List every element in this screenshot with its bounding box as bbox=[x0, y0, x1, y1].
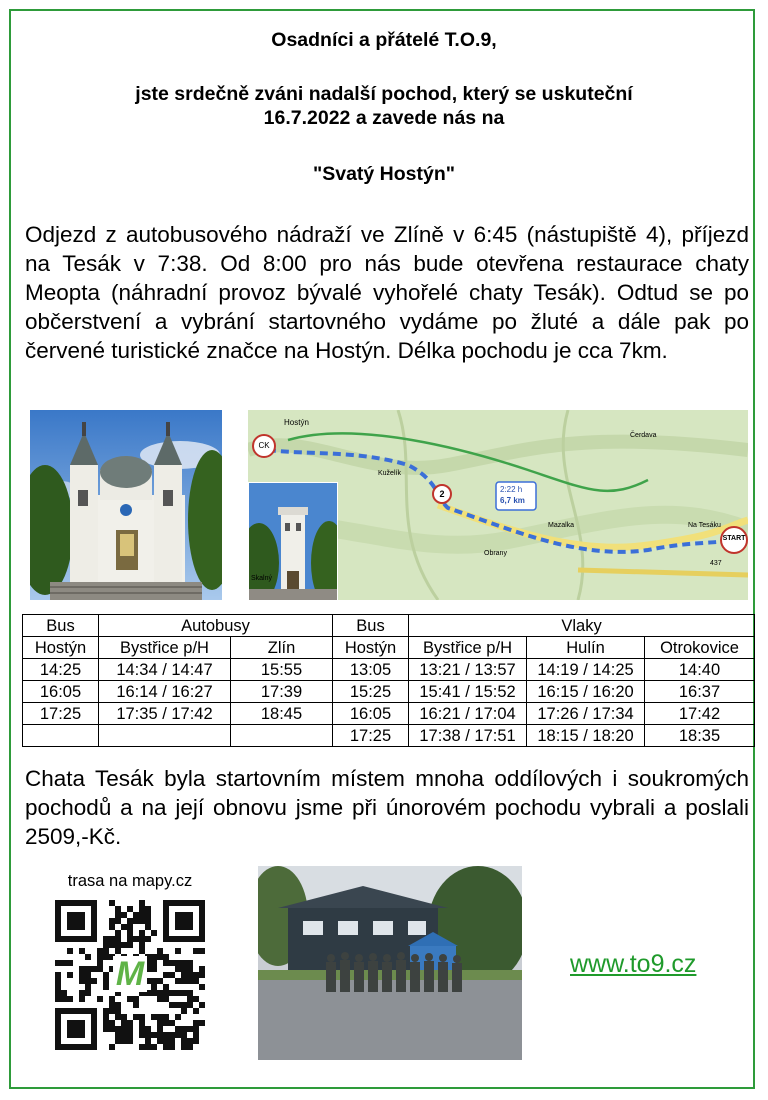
table-row bbox=[23, 725, 755, 747]
table-cell: 17:35 / 17:42 bbox=[99, 703, 231, 725]
table-cell: 16:15 / 16:20 bbox=[527, 681, 645, 703]
column-header: Hulín bbox=[527, 637, 645, 659]
map-label-skalny: Skalný bbox=[251, 575, 273, 582]
qr-code[interactable] bbox=[55, 900, 205, 1050]
table-cell: 16:05 bbox=[23, 681, 99, 703]
invite-line-1: jste srdečně zváni nadalší pochod, který se uskuteční bbox=[135, 83, 633, 105]
map-label-obrani: Obrany bbox=[484, 550, 507, 557]
table-cell: 13:05 bbox=[333, 659, 409, 681]
greeting-heading: Osadníci a přátelé T.O.9, bbox=[271, 29, 497, 51]
table-cell: 14:34 / 14:47 bbox=[99, 659, 231, 681]
map-label-road: 437 bbox=[710, 560, 722, 567]
church-photo bbox=[30, 410, 222, 600]
table-cell: 16:37 bbox=[645, 681, 755, 703]
table-cell: 15:25 bbox=[333, 681, 409, 703]
website-link[interactable]: www.to9.cz bbox=[570, 950, 697, 978]
table-cell: 16:14 / 16:27 bbox=[99, 681, 231, 703]
timetable-group-header-row bbox=[23, 615, 755, 637]
table-cell bbox=[231, 725, 333, 747]
map-label-kuzelik: Kuželík bbox=[378, 470, 401, 477]
table-cell: 15:41 / 15:52 bbox=[409, 681, 527, 703]
intro-paragraph: Odjezd z autobusového nádraží ve Zlíně v 6:45 (nástupiště 4), příjezd na Tesák v 7:38. Od 8:00 pro nás bude otevřena restaurace chaty Meopta (náhradní provoz bývalé vyhořelé chaty Tesák). Odtud se po občerstvení a vybrání startovného vydáme po žluté a dále pak po červené turistické značce na Hostýn. Délka pochodu je cca 7km. bbox=[25, 222, 749, 363]
map-marker-start: START bbox=[722, 535, 746, 542]
table-row bbox=[23, 681, 755, 703]
table-cell: 13:21 / 13:57 bbox=[409, 659, 527, 681]
table-cell: 17:39 bbox=[231, 681, 333, 703]
map-route-time: 2:22 h bbox=[500, 485, 523, 494]
table-cell: 16:05 bbox=[333, 703, 409, 725]
table-cell: 14:25 bbox=[23, 659, 99, 681]
map-route-distance: 6,7 km bbox=[500, 496, 525, 505]
map-marker-2: 2 bbox=[439, 489, 445, 499]
outro-paragraph: Chata Tesák byla startovním místem mnoha oddílových i soukromých pochodů a na její obnovu jsme při únorovém pochodu vybrali a poslali 2509,-Kč. bbox=[25, 766, 749, 849]
group-header-vlaky: Vlaky bbox=[409, 615, 755, 637]
timetable-column-header-row bbox=[23, 637, 755, 659]
qr-label: trasa na mapy.cz bbox=[67, 872, 193, 890]
group-header-bus: Bus bbox=[23, 615, 99, 637]
table-cell: 18:15 / 18:20 bbox=[527, 725, 645, 747]
column-header: Hostýn bbox=[333, 637, 409, 659]
table-row bbox=[23, 703, 755, 725]
table-cell: 18:35 bbox=[645, 725, 755, 747]
map-label-na-tesaku: Na Tesáku bbox=[688, 522, 721, 529]
group-header-autobusy: Autobusy bbox=[99, 615, 333, 637]
table-cell: 17:42 bbox=[645, 703, 755, 725]
route-map bbox=[248, 410, 748, 600]
table-cell bbox=[99, 725, 231, 747]
map-label-cerdava: Čerdava bbox=[630, 432, 657, 439]
map-label-mazalka: Mazalka bbox=[548, 522, 575, 529]
destination-title: "Svatý Hostýn" bbox=[312, 163, 456, 185]
table-row bbox=[23, 659, 755, 681]
table-cell: 14:40 bbox=[645, 659, 755, 681]
table-cell: 17:38 / 17:51 bbox=[409, 725, 527, 747]
column-header: Otrokovice bbox=[645, 637, 755, 659]
table-cell: 18:45 bbox=[231, 703, 333, 725]
group-photo bbox=[258, 866, 522, 1060]
table-cell: 16:21 / 17:04 bbox=[409, 703, 527, 725]
table-cell: 17:26 / 17:34 bbox=[527, 703, 645, 725]
column-header: Hostýn bbox=[23, 637, 99, 659]
column-header: Bystřice p/H bbox=[409, 637, 527, 659]
table-cell: 17:25 bbox=[23, 703, 99, 725]
invite-line-2: 16.7.2022 a zavede nás na bbox=[263, 107, 505, 129]
map-label-hostyn: Hostýn bbox=[284, 418, 309, 427]
map-marker-ck: CK bbox=[258, 441, 270, 450]
mapy-cz-logo: M bbox=[113, 956, 147, 992]
lookout-tower-photo bbox=[248, 482, 338, 600]
group-header-bus-2: Bus bbox=[333, 615, 409, 637]
table-cell bbox=[23, 725, 99, 747]
table-cell: 17:25 bbox=[333, 725, 409, 747]
column-header: Zlín bbox=[231, 637, 333, 659]
timetable bbox=[22, 614, 755, 747]
table-cell: 14:19 / 14:25 bbox=[527, 659, 645, 681]
table-cell: 15:55 bbox=[231, 659, 333, 681]
column-header: Bystřice p/H bbox=[99, 637, 231, 659]
